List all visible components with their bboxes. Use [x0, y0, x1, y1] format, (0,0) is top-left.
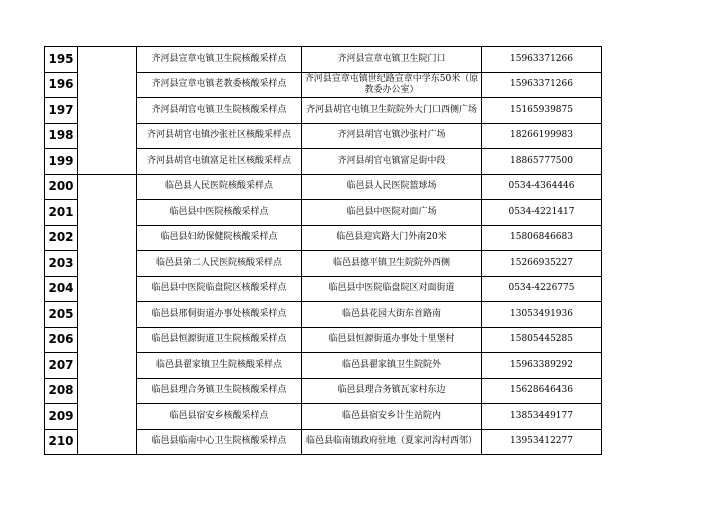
site-name: 临邑县翟家镇卫生院核酸采样点	[137, 353, 302, 379]
site-name: 临邑县恒源街道卫生院核酸采样点	[137, 327, 302, 353]
testing-sites-table	[44, 46, 602, 455]
table-row	[45, 251, 602, 277]
region-cell	[78, 327, 137, 353]
contact-phone: 13853449177	[482, 404, 602, 430]
site-name: 临邑县中医院核酸采样点	[137, 200, 302, 226]
table-row	[45, 200, 602, 226]
site-name: 临邑县临南中心卫生院核酸采样点	[137, 429, 302, 455]
contact-phone: 15628646436	[482, 378, 602, 404]
contact-phone: 13053491936	[482, 302, 602, 328]
row-number: 201	[45, 200, 78, 226]
site-address: 齐河县宣章屯镇卫生院门口	[302, 47, 482, 73]
table-row	[45, 123, 602, 149]
site-address: 临邑县花园大街东首路南	[302, 302, 482, 328]
site-address: 临邑县人民医院篮球场	[302, 174, 482, 200]
contact-phone: 13953412277	[482, 429, 602, 455]
row-number: 210	[45, 429, 78, 455]
site-name: 临邑县中医院临盘院区核酸采样点	[137, 276, 302, 302]
row-number: 197	[45, 98, 78, 124]
site-name: 齐河县胡官屯镇沙张社区核酸采样点	[137, 123, 302, 149]
region-cell	[78, 174, 137, 200]
site-name: 齐河县胡官屯镇卫生院核酸采样点	[137, 98, 302, 124]
site-address: 临邑县临南镇政府驻地（夏家河沟村西邻）	[302, 429, 482, 455]
contact-phone: 18266199983	[482, 123, 602, 149]
region-cell	[78, 353, 137, 379]
contact-phone: 15963371266	[482, 72, 602, 98]
site-address: 齐河县宣章屯镇世纪路宣章中学东50米（原教委办公室）	[302, 72, 482, 98]
region-cell	[78, 225, 137, 251]
table-row	[45, 378, 602, 404]
table-row	[45, 353, 602, 379]
row-number: 198	[45, 123, 78, 149]
row-number: 209	[45, 404, 78, 430]
row-number: 202	[45, 225, 78, 251]
table-row	[45, 327, 602, 353]
contact-phone: 15165939875	[482, 98, 602, 124]
site-name: 临邑县理合务镇卫生院核酸采样点	[137, 378, 302, 404]
table-row	[45, 276, 602, 302]
region-cell	[78, 404, 137, 430]
site-address: 临邑县恒源街道办事处十里堡村	[302, 327, 482, 353]
site-name: 齐河县胡官屯镇富足社区核酸采样点	[137, 149, 302, 175]
table-row	[45, 404, 602, 430]
site-address: 临邑县中医院对面广场	[302, 200, 482, 226]
site-address: 临邑县理合务镇瓦家村东边	[302, 378, 482, 404]
site-address: 临邑县翟家镇卫生院院外	[302, 353, 482, 379]
row-number: 203	[45, 251, 78, 277]
contact-phone: 0534-4226775	[482, 276, 602, 302]
region-cell	[78, 276, 137, 302]
site-address: 齐河县胡官屯镇富足街中段	[302, 149, 482, 175]
site-address: 临邑县迎宾路大门外南20米	[302, 225, 482, 251]
site-address: 齐河县胡官屯镇沙张村广场	[302, 123, 482, 149]
contact-phone: 15806846683	[482, 225, 602, 251]
table-row	[45, 98, 602, 124]
region-cell	[78, 47, 137, 73]
region-cell	[78, 200, 137, 226]
contact-phone: 15963371266	[482, 47, 602, 73]
contact-phone: 0534-4221417	[482, 200, 602, 226]
contact-phone: 15963389292	[482, 353, 602, 379]
contact-phone: 18865777500	[482, 149, 602, 175]
site-address: 临邑县德平镇卫生院院外西侧	[302, 251, 482, 277]
site-name: 齐河县宣章屯镇老教委核酸采样点	[137, 72, 302, 98]
contact-phone: 15266935227	[482, 251, 602, 277]
table-row	[45, 174, 602, 200]
site-name: 临邑县宿安乡核酸采样点	[137, 404, 302, 430]
region-cell	[78, 72, 137, 98]
site-name: 临邑县妇幼保健院核酸采样点	[137, 225, 302, 251]
region-cell	[78, 429, 137, 455]
row-number: 196	[45, 72, 78, 98]
row-number: 205	[45, 302, 78, 328]
row-number: 200	[45, 174, 78, 200]
site-address: 临邑县中医院临盘院区对面街道	[302, 276, 482, 302]
table-row	[45, 72, 602, 98]
table-row	[45, 429, 602, 455]
region-cell	[78, 149, 137, 175]
table-row	[45, 149, 602, 175]
site-name: 齐河县宣章屯镇卫生院核酸采样点	[137, 47, 302, 73]
row-number: 208	[45, 378, 78, 404]
row-number: 207	[45, 353, 78, 379]
region-cell	[78, 378, 137, 404]
row-number: 206	[45, 327, 78, 353]
contact-phone: 15805445285	[482, 327, 602, 353]
table-row	[45, 225, 602, 251]
row-number: 199	[45, 149, 78, 175]
contact-phone: 0534-4364446	[482, 174, 602, 200]
site-name: 临邑县第二人民医院核酸采样点	[137, 251, 302, 277]
site-address: 临邑县宿安乡计生站院内	[302, 404, 482, 430]
region-cell	[78, 302, 137, 328]
table-body	[45, 47, 602, 455]
row-number: 195	[45, 47, 78, 73]
site-name: 临邑县邢侗街道办事处核酸采样点	[137, 302, 302, 328]
table-row	[45, 302, 602, 328]
row-number: 204	[45, 276, 78, 302]
region-cell	[78, 123, 137, 149]
region-cell	[78, 98, 137, 124]
site-address: 齐河县胡官屯镇卫生院院外大门口西侧广场	[302, 98, 482, 124]
site-name: 临邑县人民医院核酸采样点	[137, 174, 302, 200]
table-row	[45, 47, 602, 73]
region-cell	[78, 251, 137, 277]
